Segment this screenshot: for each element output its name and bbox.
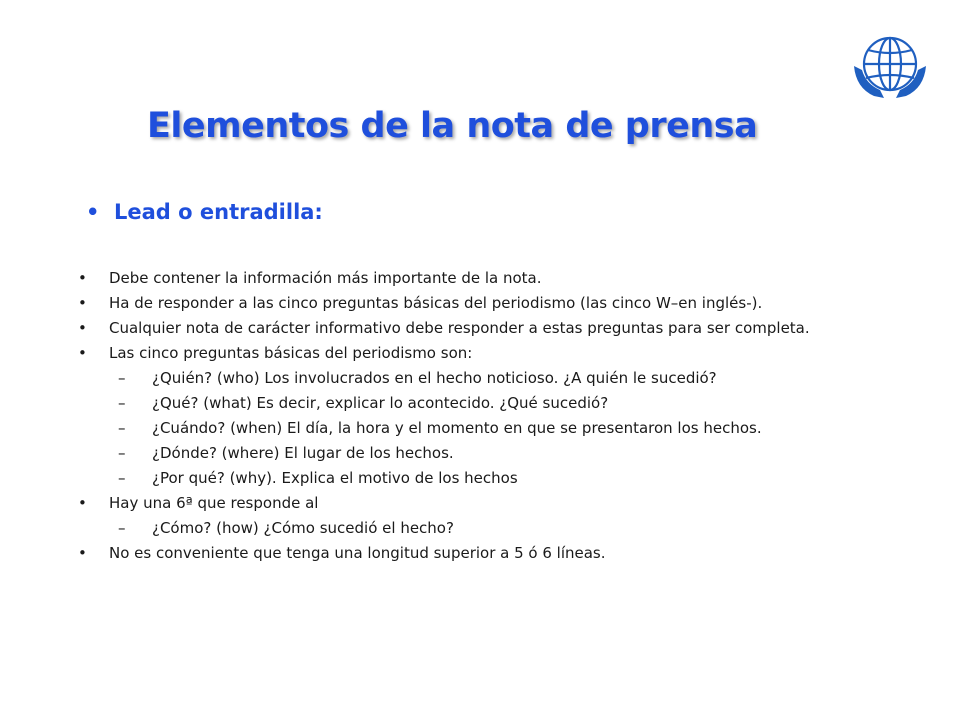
sub-item [78, 369, 878, 387]
item-text: Hay una 6ª que responde al [109, 494, 319, 512]
sub-item [78, 519, 878, 537]
bullet: • [78, 344, 87, 362]
sub-item-text: ¿Qué? (what) Es decir, explicar lo acontecido. ¿Qué sucedió? [152, 394, 609, 412]
bullet: • [78, 544, 87, 562]
bullet: • [86, 200, 100, 224]
dash: – [118, 419, 126, 437]
dash: – [118, 394, 126, 412]
lead-label: Lead o entradilla: [114, 200, 323, 224]
dash: – [118, 369, 126, 387]
sub-item-text: ¿Cuándo? (when) El día, la hora y el momento en que se presentaron los hechos. [152, 419, 762, 437]
sub-item [78, 419, 878, 437]
lead-heading [86, 200, 323, 224]
slide-title: Elementos de la nota de prensa [147, 106, 758, 146]
sub-item [78, 444, 878, 462]
sub-item-text: ¿Quién? (who) Los involucrados en el hecho noticioso. ¿A quién le sucedió? [152, 369, 717, 387]
bullet: • [78, 269, 87, 287]
bullet: • [78, 319, 87, 337]
item-text: Ha de responder a las cinco preguntas básicas del periodismo (las cinco W–en inglés-). [109, 294, 763, 312]
item-text: No es conveniente que tenga una longitud superior a 5 ó 6 líneas. [109, 544, 606, 562]
dash: – [118, 444, 126, 462]
dash: – [118, 469, 126, 487]
bullet: • [78, 494, 87, 512]
content-list [78, 269, 878, 569]
sub-item [78, 469, 878, 487]
bullet: • [78, 294, 87, 312]
list-item [78, 294, 878, 312]
list-item [78, 544, 878, 562]
list-item [78, 319, 878, 337]
sub-item-text: ¿Dónde? (where) El lugar de los hechos. [152, 444, 454, 462]
item-text: Debe contener la información más importante de la nota. [109, 269, 542, 287]
item-text: Cualquier nota de carácter informativo debe responder a estas preguntas para ser completa. [109, 319, 810, 337]
list-item [78, 269, 878, 287]
dash: – [118, 519, 126, 537]
sub-item-text: ¿Por qué? (why). Explica el motivo de los hechos [152, 469, 518, 487]
sub-item [78, 394, 878, 412]
list-item [78, 494, 878, 512]
globe-hands-icon [850, 36, 930, 102]
list-item [78, 344, 878, 362]
item-text: Las cinco preguntas básicas del periodismo son: [109, 344, 473, 362]
sub-item-text: ¿Cómo? (how) ¿Cómo sucedió el hecho? [152, 519, 454, 537]
